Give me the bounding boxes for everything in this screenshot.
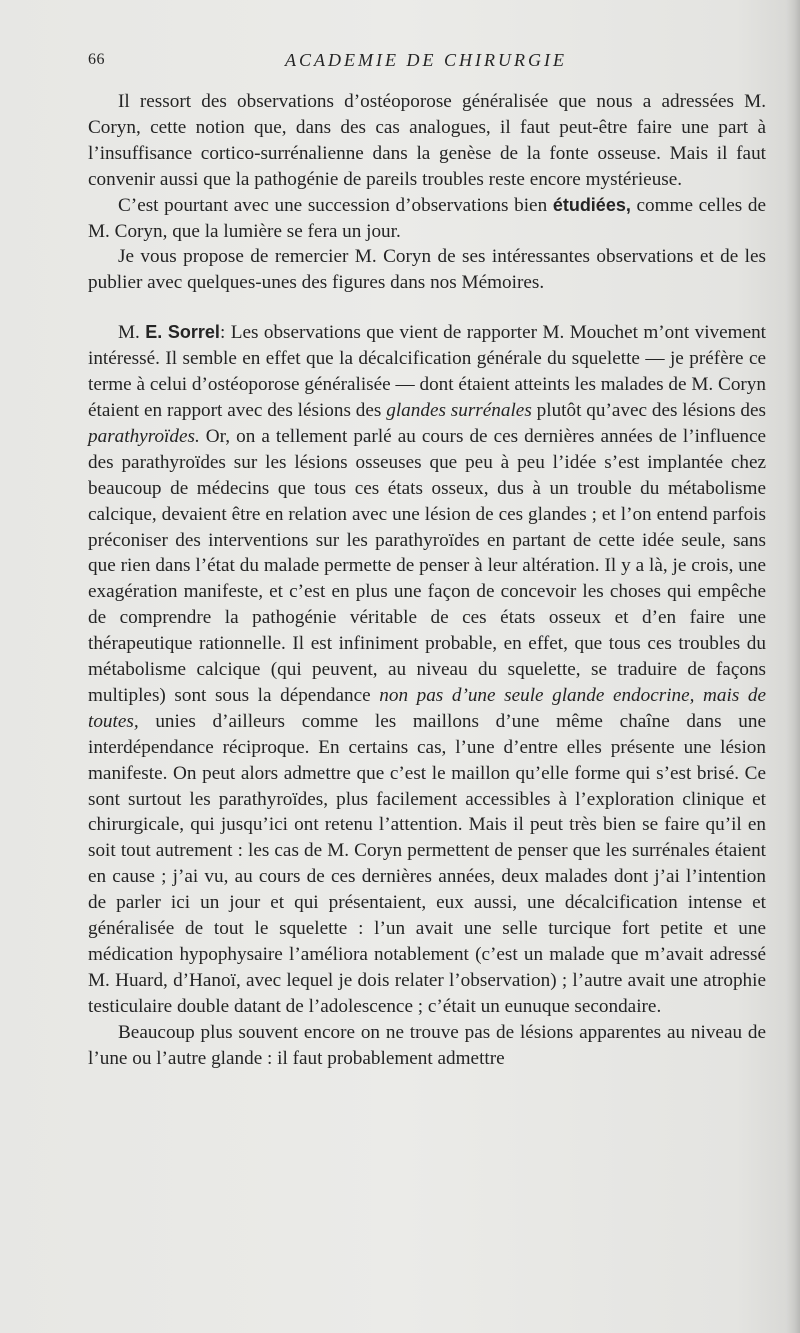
paragraph-4-text-1: Les observations que vient de rapporter M. Mouchet m’ont vivement intéressé. Il semble en effet que la décalcification générale du squelette — je préfère ce terme à celui d’ostéoporose généralisée — dont étaient atteints les malades de M. Coryn étaient en rapport avec des lésions des (88, 322, 767, 421)
paragraph-4-text-3: Or, on a tellement parlé au cours de ces dernières années de l’influence des parathyroïdes sur les lésions osseuses que peu à peu l’idée s’est implantée chez beaucoup de médecins que tous ces états osseux, dus à un trouble du métabolisme calcique, devaient être en relation avec une lésion de ces glandes ; et l’on entend parfois préconiser des interventions sur les parathyroïdes en partant de cette idée seule, sans que rien dans l’état du malade permette de penser à leur altération. Il y a là, je crois, une exagération manifeste, et c’est en plus une façon de concevoir les choses qui empêche de comprendre la pathogénie véritable de ces états osseux et d’en faire une thérapeutique rationnelle. Il est infiniment probable, en effet, que tous ces troubles du métabolisme calcique (qui peuvent, au niveau du squelette, se traduire de façons multiples) sont sous la dépendance (88, 425, 766, 706)
paragraph-3: Je vous propose de remercier M. Coryn de ses intéressantes observations et de les publier avec quelques-unes des figures dans nos Mémoires. (88, 246, 766, 294)
paragraph-4-text-2: plutôt qu’avec des lésions des (531, 399, 767, 421)
body-text (88, 89, 766, 1072)
paragraph-2-text-b: comme celles de M. Coryn, que la lumière se fera un jour. (88, 194, 767, 242)
speaker-colon: : (219, 322, 231, 344)
italic-glandes-surrenales: glandes surrénales (386, 399, 532, 421)
italic-non-pas-une-seule-glande: non pas d’une seule glande endocrine, mais de toutes, (88, 684, 766, 732)
paragraph-4 (88, 320, 766, 1019)
paragraph-5: Beaucoup plus souvent encore on ne trouve pas de lésions apparentes au niveau de l’une ou l’autre glande : il faut probablement admettre (88, 1021, 766, 1069)
speaker-name: E. Sorrel (145, 322, 220, 343)
paragraph-2-bold-word: étudiées, (552, 194, 631, 215)
page-edge-shadow (786, 0, 800, 1333)
paragraph-1: Il ressort des observations d’ostéoporose généralisée que nous a adressées M. Coryn, cette notion que, dans des cas analogues, il faut peut-être faire une part à l’insuffisance cortico-surrénalienne dans la genèse de la fonte osseuse. Mais il faut convenir aussi que la pathogénie de pareils troubles reste encore mystérieuse. (88, 91, 766, 190)
paragraph-2 (88, 193, 766, 245)
paragraph-2-text-a: C’est pourtant avec une succession d’observations bien (118, 194, 553, 216)
paragraph-4-text-4: unies d’ailleurs comme les maillons d’une même chaîne dans une interdépendance réciproque. En certains cas, l’une d’entre elles présente une lésion manifeste. On peut alors admettre que c’est le maillon qu’elle forme qui s’est brisé. Ce sont surtout les parathyroïdes, plus facilement accessibles à l’exploration clinique et chirurgicale, qui jusqu’ici ont retenu l’attention. Mais il peut très bien se faire qu’il en soit tout autrement : les cas de M. Coryn permettent de penser que les surrénales étaient en cause ; j’ai vu, au cours de ces dernières années, deux malades dont j’ai l’intention de parler ici un jour et qui présentaient, eux aussi, une décalcification intense et généralisée de tout le squelette : l’un avait une selle turcique fort petite et une médication hypophysaire l’améliora notablement (c’est un malade que m’avait adressé M. Huard, d’Hanoï, avec lequel je dois relater l’observation) ; l’autre avait une atrophie testiculaire double datant de l’adolescence ; c’était un eunuque secondaire. (88, 710, 766, 1017)
running-head (88, 46, 764, 74)
speaker-prefix: M. (118, 322, 146, 344)
page-number: 66 (88, 51, 105, 68)
italic-parathyroides: parathyroïdes. (88, 425, 200, 447)
journal-title: ACADEMIE DE CHIRURGIE (285, 50, 567, 70)
